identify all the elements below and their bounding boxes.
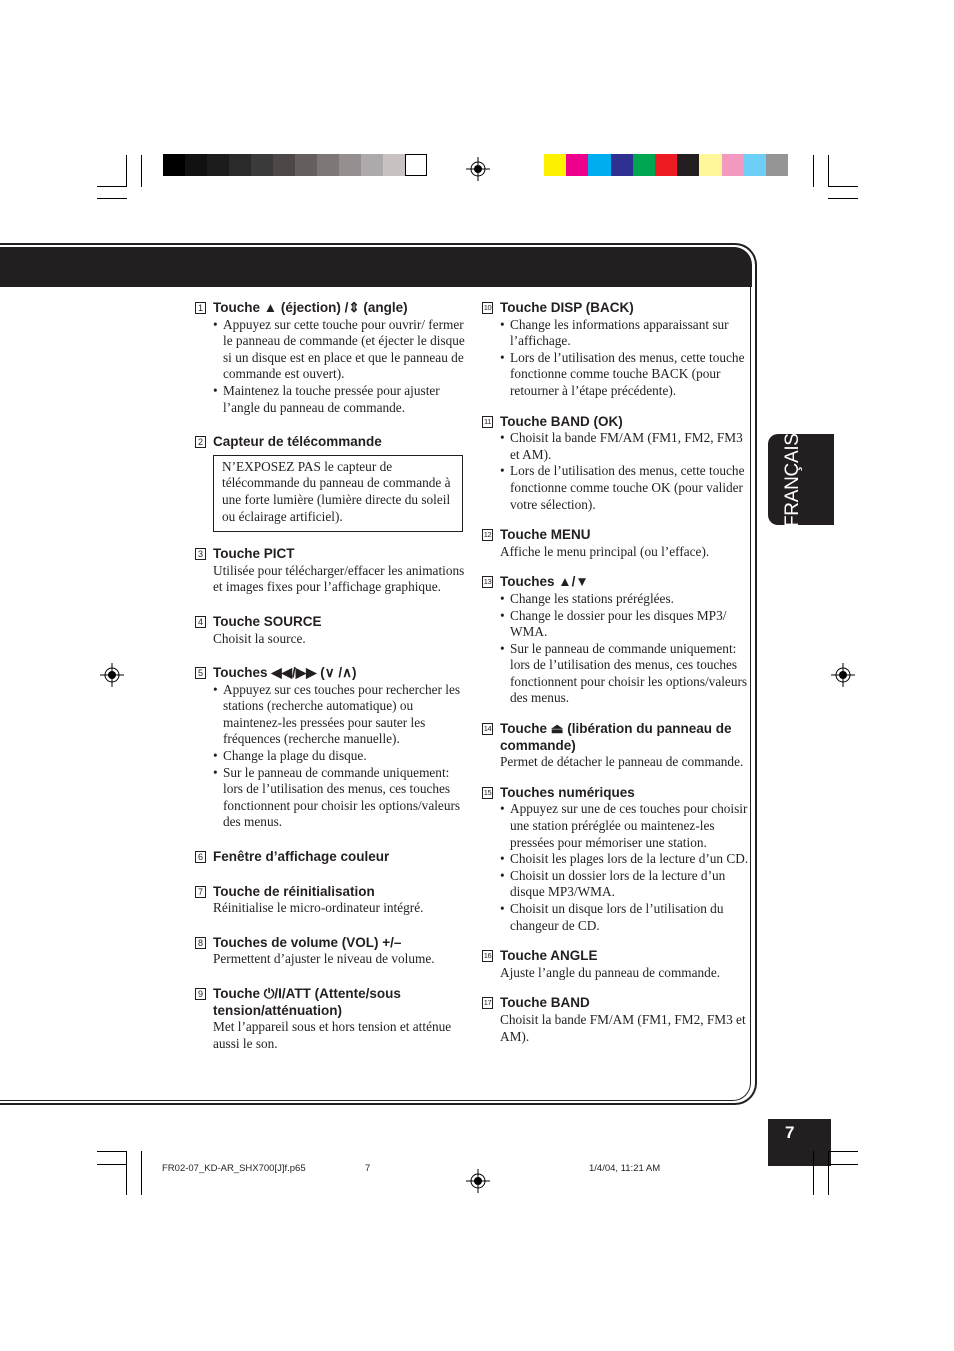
color-swatch — [163, 154, 185, 176]
section-description: Choisit la bande FM/AM (FM1, FM2, FM3 et AM). — [500, 1011, 746, 1044]
section-number: 10 — [483, 303, 492, 312]
registration-target-icon — [831, 663, 855, 687]
section-number: 9 — [195, 988, 206, 1000]
bullet-list — [500, 591, 749, 707]
color-swatch — [361, 154, 383, 176]
section-number: 4 — [195, 616, 206, 628]
footer-filename: FR02-07_KD-AR_SHX700[J]f.p65 — [162, 1163, 306, 1174]
section-9 — [194, 986, 466, 1052]
color-swatch — [251, 154, 273, 176]
page-number-box — [768, 1119, 831, 1166]
section-number: 11 — [484, 416, 491, 426]
section-number: 14 — [483, 724, 492, 734]
footer-page: 7 — [365, 1163, 371, 1174]
section-title: Touches de volume (VOL) +/– — [213, 934, 402, 950]
color-swatch — [273, 154, 295, 176]
section-number: 5 — [195, 667, 206, 679]
color-swatch — [633, 154, 655, 176]
section-15 — [481, 785, 749, 934]
bullet-item: • Sur le panneau de commande uniquement: lors de l’utilisation des menus, ces touches fonctionnent pour choisir les options/valeurs des menus. — [500, 641, 749, 707]
section-10 — [481, 300, 749, 400]
section-8 — [194, 935, 466, 968]
bullet-item: • Choisit un dossier lors de la lecture d’un disque MP3/WMA. — [500, 868, 749, 901]
section-7 — [194, 884, 466, 917]
color-swatch — [295, 154, 317, 176]
section-title: Touche ⏻/I/ATT (Attente/sous tension/atténuation) — [213, 986, 401, 1018]
section-title: Touche BAND — [500, 995, 590, 1011]
section-number: 2 — [195, 436, 206, 448]
section-title: Touche de réinitialisation — [213, 883, 375, 899]
bullet-item: • Change le dossier pour les disques MP3/ WMA. — [500, 608, 749, 641]
section-17 — [481, 995, 749, 1045]
bullet-item: • Change les stations préréglées. — [500, 591, 749, 608]
section-number: 7 — [195, 886, 206, 898]
color-swatch — [317, 154, 339, 176]
section-1 — [194, 300, 466, 416]
color-swatch — [588, 154, 610, 176]
section-2 — [194, 434, 466, 532]
bullet-list — [500, 317, 749, 400]
bullet-item: • Lors de l’utilisation des menus, cette touche fonctionne comme touche OK (pour valider votre sélection). — [500, 463, 749, 513]
section-description: Permet de détacher le panneau de commande. — [500, 754, 744, 770]
color-swatch — [677, 154, 699, 176]
bullet-item: • Appuyez sur ces touches pour rechercher les stations (recherche automatique) ou maintenez-les pressées pour sauter les fréquences (recherche manuelle). — [213, 682, 466, 748]
section-description: Affiche le menu principal (ou l’efface). — [500, 543, 710, 559]
footer-date: 1/4/04, 11:21 AM — [589, 1163, 661, 1174]
bullet-item: • Appuyez sur cette touche pour ouvrir/ fermer le panneau de commande (et éjecter le disque si un disque est en place et que le panneau de commande est ouvert). — [213, 317, 466, 383]
color-swatch — [722, 154, 744, 176]
right-column — [481, 300, 749, 1045]
color-swatch — [185, 154, 207, 176]
header-bar — [0, 247, 752, 287]
color-swatch — [405, 154, 427, 176]
section-title: Touche PICT — [213, 546, 295, 562]
section-title: Touche MENU — [500, 527, 591, 543]
color-swatch — [383, 154, 405, 176]
section-number: 1 — [195, 302, 206, 314]
section-title: Touches ▲/▼ — [500, 574, 589, 590]
section-title: Capteur de télécommande — [213, 434, 382, 450]
language-label: FRANÇAIS — [782, 433, 803, 527]
section-16 — [481, 948, 749, 981]
bullet-item: • Lors de l’utilisation des menus, cette touche fonctionne comme touche BACK (pour retourner à l’étape précédente). — [500, 350, 749, 400]
section-12 — [481, 527, 749, 560]
section-number: 3 — [195, 548, 206, 560]
section-number: 13 — [483, 577, 492, 587]
section-title: Touche ANGLE — [500, 948, 598, 964]
bullet-item: • Sur le panneau de commande uniquement: lors de l’utilisation des menus, ces touches fonctionnent pour choisir les options/valeurs des menus. — [213, 765, 466, 831]
color-swatch — [544, 154, 566, 176]
bullet-list — [213, 682, 466, 831]
bullet-item: • Choisit les plages lors de la lecture d’un CD. — [500, 851, 749, 868]
section-description: Met l’appareil sous et hors tension et atténue aussi le son. — [213, 1019, 452, 1051]
section-title: Fenêtre d’affichage couleur — [213, 849, 390, 865]
bullet-list — [213, 317, 466, 417]
bullet-item: • Choisit un disque lors de l’utilisation du changeur de CD. — [500, 901, 749, 934]
color-swatch — [699, 154, 721, 176]
section-14 — [481, 721, 749, 771]
color-swatch — [611, 154, 633, 176]
color-swatch — [207, 154, 229, 176]
section-description: Utilisée pour télécharger/effacer les animations et images fixes pour l’affichage graphique. — [213, 562, 465, 595]
section-3 — [194, 546, 466, 596]
registration-target-icon — [466, 1169, 490, 1193]
caution-box: N’EXPOSEZ PAS le capteur de télécommande du panneau de commande à une forte lumière (lumière directe du soleil ou éclairage artificiel). — [213, 455, 463, 532]
bullet-item: • Choisit la bande FM/AM (FM1, FM2, FM3 et AM). — [500, 430, 749, 463]
bullet-item: • Appuyez sur une de ces touches pour choisir une station préréglée ou maintenez-les pressées pour mémoriser une station. — [500, 801, 749, 851]
section-number: 16 — [483, 951, 492, 961]
color-swatch — [566, 154, 588, 176]
section-title: Touche ▲ (éjection) /⇕ (angle) — [213, 300, 408, 315]
section-13 — [481, 574, 749, 707]
section-number: 8 — [195, 937, 206, 949]
bullet-item: • Maintenez la touche pressée pour ajuster l’angle du panneau de commande. — [213, 383, 466, 416]
section-title: Touche BAND (OK) — [500, 413, 623, 429]
section-number: 12 — [483, 530, 492, 540]
section-6 — [194, 849, 466, 866]
section-title: Touches ◀◀/▶▶ (∨ /∧) — [213, 665, 357, 681]
bullet-item: • Change les informations apparaissant sur l’affichage. — [500, 317, 749, 350]
section-description: Ajuste l’angle du panneau de commande. — [500, 964, 721, 980]
section-title: Touche DISP (BACK) — [500, 300, 634, 315]
section-title: Touche SOURCE — [213, 613, 322, 629]
color-swatch — [655, 154, 677, 176]
registration-target-icon — [466, 157, 490, 181]
color-swatch — [339, 154, 361, 176]
left-column — [194, 300, 466, 1052]
section-description: Réinitialise le micro-ordinateur intégré. — [213, 900, 424, 916]
bullet-list — [500, 430, 749, 513]
section-number: 15 — [483, 787, 492, 797]
color-swatch — [744, 154, 766, 176]
section-title: Touche ⏏ (libération du panneau de commande) — [500, 721, 732, 753]
section-number: 6 — [195, 851, 206, 863]
bullet-item: • Change la plage du disque. — [213, 748, 466, 765]
section-5 — [194, 665, 466, 831]
section-description: Permettent d’ajuster le niveau de volume. — [213, 951, 435, 967]
section-number: 17 — [483, 998, 492, 1008]
section-11 — [481, 414, 749, 514]
bullet-list — [500, 801, 749, 934]
section-description: Choisit la source. — [213, 630, 306, 646]
section-4 — [194, 614, 466, 647]
color-swatch — [229, 154, 251, 176]
section-title: Touches numériques — [500, 784, 635, 800]
color-swatch — [766, 154, 788, 176]
page-number: 7 — [785, 1123, 795, 1142]
